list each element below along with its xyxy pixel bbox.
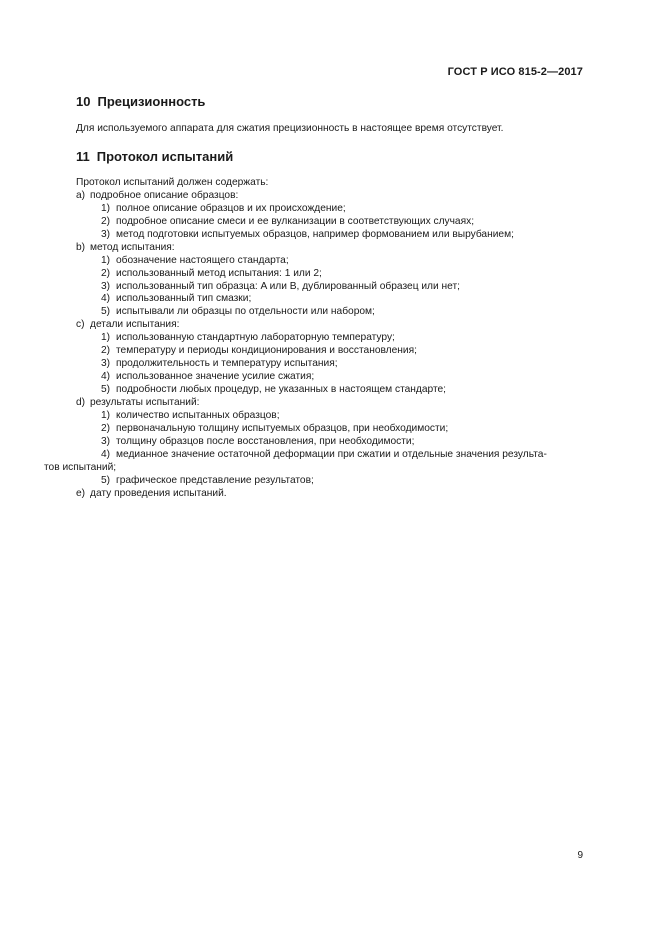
section-10-title: Прецизионность: [97, 94, 206, 109]
list-subitem: 2) температуру и периоды кондиционирования и восстановления;: [100, 345, 417, 357]
list-subitem: 5) графическое представление результатов;: [100, 474, 314, 486]
list-subitem: 5) подробности любых процедур, не указанных в настоящем стандарте;: [100, 384, 447, 395]
section-11-heading: [76, 149, 233, 164]
list-subitem: 2) первоначальную толщину испытуемых образцов, при необходимости;: [100, 422, 449, 434]
list-subitem: 1) количество испытанных образцов;: [100, 409, 280, 421]
document-code: ГОСТ Р ИСО 815-2—2017: [447, 66, 583, 78]
section-10-number: 10: [76, 94, 91, 109]
list-subitem: 4) использованное значение усилие сжатия;: [100, 371, 315, 383]
section-10-heading: [76, 94, 205, 109]
protocol-list: [0, 177, 661, 500]
list-item: e) дату проведения испытаний.: [76, 487, 227, 499]
section-11-title: Протокол испытаний: [96, 149, 234, 164]
section-10-text: Для используемого аппарата для сжатия прецизионность в настоящее время отсутствует.: [76, 123, 504, 134]
list-subitem: 5) испытывали ли образцы по отдельности или набором;: [100, 306, 375, 318]
list-subitem: 1) полное описание образцов и их происхождение;: [100, 202, 346, 214]
list-subitem: 2) использованный метод испытания: 1 или 2;: [100, 267, 322, 279]
page-number: 9: [577, 850, 583, 861]
list-item: a) подробное описание образцов:: [76, 189, 239, 201]
list-subitem: 3) использованный тип образца: A или B, дублированный образец или нет;: [100, 280, 460, 292]
list-subitem: 2) подробное описание смеси и ее вулканизации в соответствующих случаях;: [100, 215, 475, 227]
list-item: c) детали испытания:: [76, 319, 180, 331]
list-subitem: 3) толщину образцов после восстановления, при необходимости;: [100, 435, 415, 447]
list-subitem: 3) продолжительность и температуру испытания;: [100, 358, 338, 370]
section-11-number: 11: [76, 149, 90, 164]
list-subitem: 1) обозначение настоящего стандарта;: [100, 254, 289, 266]
list-item: b) метод испытания:: [76, 241, 175, 253]
list-subitem: 4) медианное значение остаточной деформации при сжатии и отдельные значения результа-: [100, 448, 547, 460]
list-subitem: 1) использованную стандартную лабораторную температуру;: [100, 332, 395, 344]
list-subitem: 4) использованный тип смазки;: [100, 293, 252, 305]
list-subitem-continuation: тов испытаний;: [44, 461, 117, 473]
list-subitem: 3) метод подготовки испытуемых образцов, например формованием или вырубанием;: [100, 228, 514, 240]
list-item: d) результаты испытаний:: [76, 396, 200, 408]
protocol-intro: Протокол испытаний должен содержать:: [76, 177, 269, 188]
